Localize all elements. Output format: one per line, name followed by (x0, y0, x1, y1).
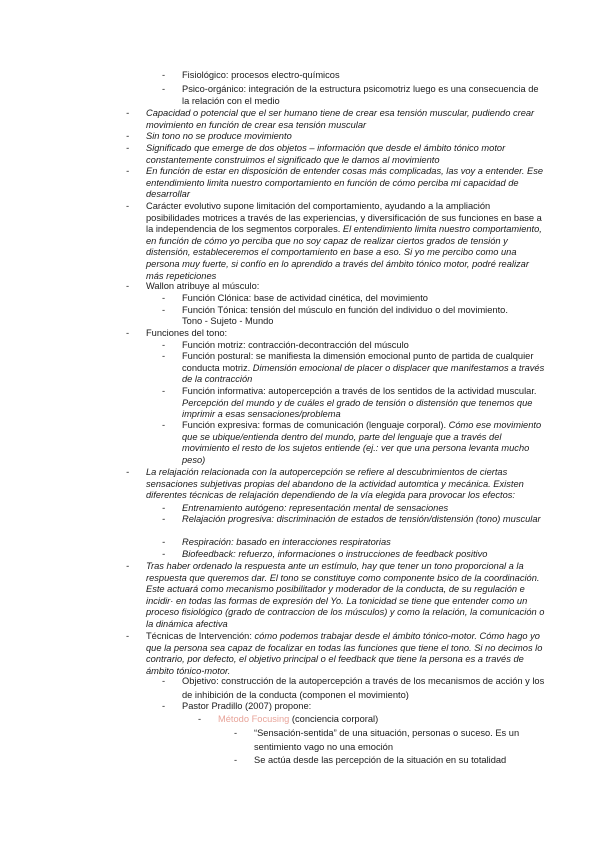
bullet-marker: - (126, 108, 130, 118)
list-item-funcion-postural (162, 351, 546, 386)
item-text: Funciones del tono: (146, 328, 228, 338)
list-item-caracter-evolutivo (126, 201, 546, 282)
item-text-normal: Técnicas de Intervención: (146, 631, 255, 641)
item-text-italic: Cómo ese movimiento que se ubique/entienda dentro del mundo, parte del lenguaje que a través del movimiento el resto de los sujetos entiende (ej.: ver que una persona levanta mucho peso) (182, 420, 542, 465)
item-text: Tras haber ordenado la respuesta ante un estímulo, hay que tener un tono proporcional a la respuesta que queremos dar. El tono se constituye como componente bsico de la coordinación. Este actuará como mecanismo posibilitador y moderador de la conducta, de su regulación e incidir· en todas las formas de expresión del Yo. La tonicidad se tiene que entender como un proceso fisiológico (grado de contraccion de los músculos) y como la relación, la comunicación o la dinámica afectiva (146, 561, 545, 629)
item-text: Relajación progresiva: discriminación de estados de tensión/distensión (tono) muscular (182, 514, 541, 524)
bullet-marker: - (126, 561, 130, 571)
bullet-marker: - (162, 70, 166, 80)
bullet-marker: - (234, 728, 238, 738)
item-text-normal: (conciencia corporal) (289, 714, 379, 724)
list-item-relajacion-progresiva (162, 514, 546, 526)
list-item-metodo-focusing (198, 714, 546, 726)
list-item-significado (126, 143, 546, 166)
bullet-marker: - (162, 514, 166, 524)
list-item-respiracion (162, 537, 546, 549)
list-item-pastor-pradillo (162, 701, 546, 713)
bullet-marker: - (126, 631, 130, 641)
item-text (182, 420, 546, 466)
list-item-sin-tono (126, 131, 546, 143)
bullet-marker: - (162, 351, 166, 361)
item-text (182, 351, 546, 386)
list-item-capacidad (126, 108, 546, 131)
item-text: Psico-orgánico: integración de la estructura psicomotriz luego es una consecuencia de la relación con el medio (182, 84, 539, 106)
list-item-funciones-tono (126, 328, 546, 340)
item-text: “Sensación-sentida” de una situación, personas o suceso. Es un sentimiento vago no una emoción (254, 728, 520, 752)
item-text (146, 631, 546, 677)
list-item-objetivo (162, 675, 546, 702)
item-text: Objetivo: construcción de la autopercepción a través de los mecanismos de acción y los de inhibición de la conducta (componen el movimiento) (182, 676, 545, 700)
item-text: Función Tónica: tensión del músculo en función del individuo o del movimiento. (182, 305, 508, 315)
item-text-italic: El entendimiento limita nuestro comportamiento, en función de cómo yo perciba que no soy capaz de realizar ciertos grados de tensión y distensión, estableceremos el comportamiento en base a eso. Si yo me percibo como una persona muy fuerte, si confío en lo aprendido a través del ámbito tónico motor, podré realizar más repeticiones (146, 224, 542, 281)
list-item-funcion-motriz (162, 340, 546, 352)
item-text (182, 386, 546, 421)
bullet-marker: - (162, 537, 166, 547)
item-text-normal: Carácter evolutivo supone limitación del comportamiento, ayudando a la ampliación posibilidades motrices a través de las experiencias, y diversificación de sus funciones en base a la independencia de los segmentos corporales. (146, 201, 542, 235)
item-text: Wallon atribuye al músculo: (146, 281, 260, 291)
list-item-fisiologico (162, 70, 546, 82)
bullet-marker: - (162, 386, 166, 396)
list-item-tecnicas-intervencion (126, 631, 546, 677)
bullet-marker: - (126, 143, 130, 153)
item-text: Capacidad o potencial que el ser humano tiene de crear esa tensión muscular, pudiendo crear movimiento en función de crear esa tensión muscular (146, 108, 535, 130)
item-text: Entrenamiento autógeno: representación mental de sensaciones (182, 503, 449, 513)
focusing-link[interactable]: Método Focusing (218, 714, 290, 724)
item-text: Respiración: basado en interacciones respiratorias (182, 537, 391, 547)
item-text: Fisiológico: procesos electro-químicos (182, 70, 340, 80)
bullet-marker: - (162, 503, 166, 513)
item-text: En función de estar en disposición de entender cosas más complicadas, las voy a entender. Ese entendimiento limita nuestro comportamiento en función de cómo perciba mi capacidad de desarrollar (146, 166, 544, 200)
list-item-tras-haber (126, 561, 546, 631)
item-text: Pastor Pradillo (2007) propone: (182, 701, 312, 711)
item-text: Significado que emerge de dos objetos – información que desde el ámbito tónico motor constantemente construimos el significado que le damos al movimiento (146, 143, 506, 165)
item-text: La relajación relacionada con la autopercepción se refiere al descubrimientos de ciertas sensaciones subjetivas propias del abandono de la actividad automtica y mecánica. Existen diferentes técnicas de relajación dependiendo de la vía elegida para provocar los efectos: (146, 467, 524, 501)
bullet-marker: - (162, 340, 166, 350)
list-item-relajacion (126, 467, 546, 502)
bullet-marker: - (162, 676, 166, 686)
list-item-en-funcion (126, 166, 546, 201)
bullet-marker: - (162, 701, 166, 711)
item-text-normal: Función informativa: autopercepción a través de los sentidos de la actividad muscular. (182, 386, 537, 396)
bullet-marker: - (126, 201, 130, 211)
tono-sujeto-mundo: Tono - Sujeto - Mundo (182, 316, 274, 326)
bullet-marker: - (162, 305, 166, 315)
bullet-marker: - (162, 420, 166, 430)
item-text (218, 714, 546, 726)
list-item-funcion-expresiva (162, 420, 546, 466)
list-item-funcion-tonica (162, 305, 546, 317)
item-text: Función motriz: contracción-decontracción del músculo (182, 340, 409, 350)
list-item-wallon (126, 281, 546, 293)
bullet-marker: - (198, 714, 202, 724)
list-item-sensacion-sentida (234, 727, 546, 754)
item-text: Función Clónica: base de actividad cinética, del movimiento (182, 293, 428, 303)
list-item-se-actua (234, 755, 546, 767)
bullet-marker: - (126, 328, 130, 338)
item-text: Biofeedback: refuerzo, informaciones o instrucciones de feedback positivo (182, 549, 488, 559)
item-text: Se actúa desde las percepción de la situación en su totalidad (254, 755, 507, 765)
item-text-italic: Dimensión emocional de placer o displacer que manifestamos a través de la contracción (182, 362, 545, 385)
bullet-marker: - (162, 84, 166, 94)
item-text-normal: Función expresiva: formas de comunicación (lenguaje corporal). (182, 420, 449, 430)
bullet-marker: - (162, 293, 166, 303)
list-item-funcion-informativa (162, 386, 546, 421)
bullet-marker: - (162, 549, 166, 559)
bullet-marker: - (126, 467, 130, 477)
list-item-funcion-clonica (162, 293, 546, 305)
item-text-italic: Percepción del mundo y de cuáles el grado de tensión o distensión que tenemos que imprimir a esas sensaciones/problema (182, 397, 533, 420)
item-text-normal: Función postural: se manifiesta la dimensión emocional punto de partida de cualquier conducta motriz. (182, 351, 534, 373)
item-text (146, 201, 546, 282)
list-item-psico-organico (162, 84, 546, 107)
bullet-marker: - (126, 166, 130, 176)
list-item-entrenamiento-autogeno (162, 503, 546, 515)
list-item-biofeedback (162, 549, 546, 561)
item-text-italic: cómo podemos trabajar desde el ámbito tónico-motor. Cómo hago yo que la persona sea capaz de focalizar en todas las funciones que tiene el tono. Si no decimos lo contrario, por defecto, el objetivo principal o el feedback que tiene la persona es a través de ámbito tónico-motor. (146, 631, 543, 676)
bullet-marker: - (234, 755, 238, 765)
bullet-marker: - (126, 131, 130, 141)
bullet-marker: - (126, 281, 130, 291)
item-text: Sin tono no se produce movimiento (146, 131, 292, 141)
